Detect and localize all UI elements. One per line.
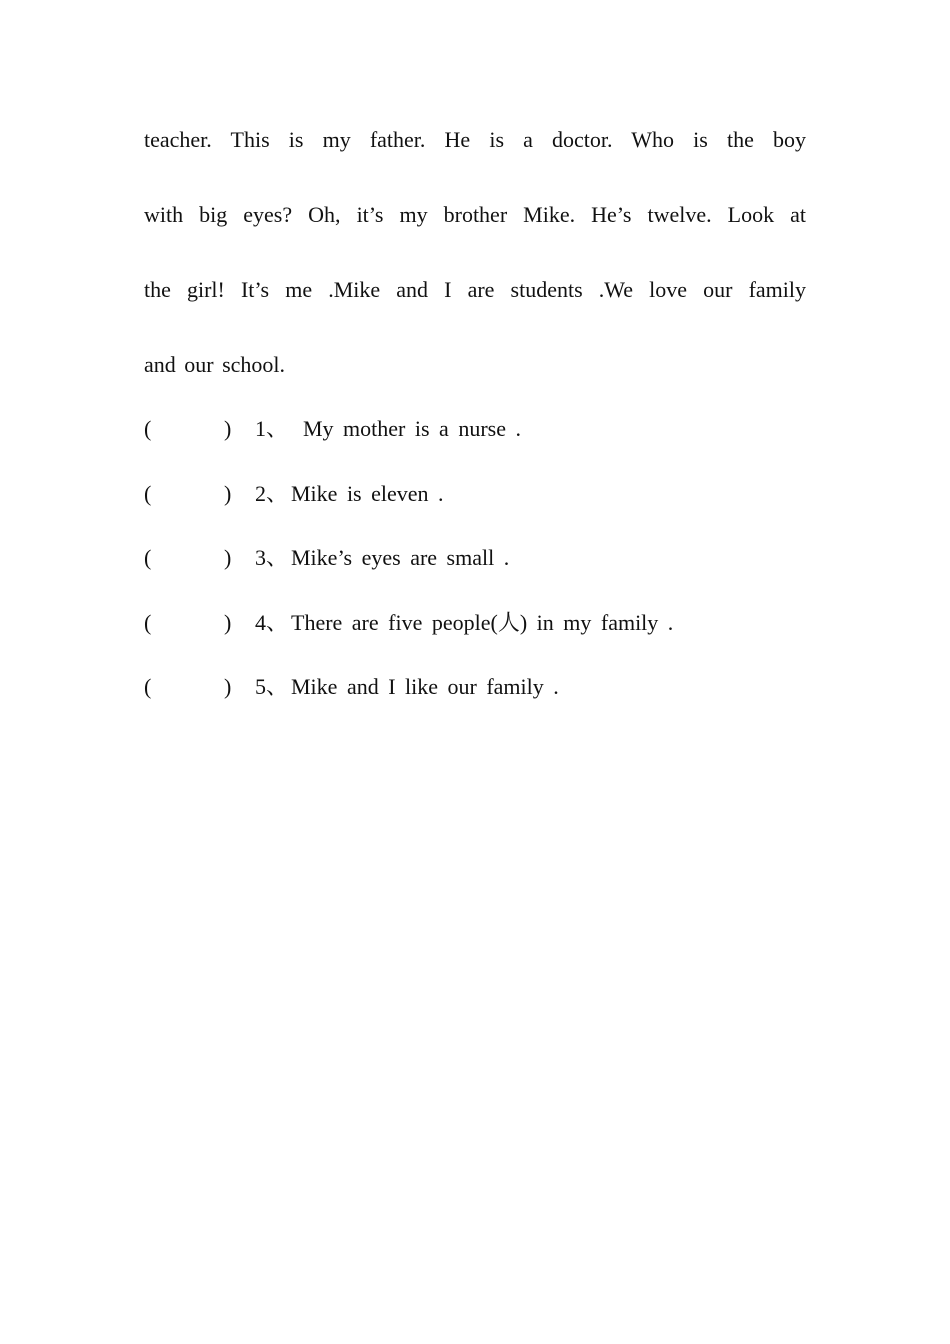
answer-bracket-open: ( [144,416,152,441]
passage-line: teacher. This is my father. He is a doctor. Who is the boy [144,127,806,152]
question-text: Mike and I like our family . [291,674,559,699]
answer-bracket-close: ) [224,416,232,441]
question-item [144,667,806,732]
passage-line: with big eyes? Oh, it’s my brother Mike. He’s twelve. Look at [144,202,806,227]
question-item [144,538,806,603]
reading-passage [144,118,806,418]
answer-bracket-close: ) [224,545,232,570]
question-number: 2、 [255,480,289,506]
question-number: 1、 [255,416,289,441]
question-item [144,474,806,539]
answer-bracket-close: ) [224,674,232,699]
question-number: 5、 [255,674,289,699]
question-item [144,409,806,474]
question-number: 3、 [255,545,289,570]
passage-line: and our school. [144,352,286,377]
question-text: There are five people(人) in my family . [291,609,674,635]
question-item [144,603,806,668]
question-text: My mother is a nurse . [303,416,521,441]
answer-bracket-open: ( [144,609,152,635]
answer-bracket-open: ( [144,674,152,699]
answer-bracket-close: ) [224,480,232,506]
answer-bracket-close: ) [224,609,232,635]
question-text: Mike is eleven . [291,480,444,506]
question-number: 4、 [255,609,289,635]
answer-bracket-open: ( [144,545,152,570]
answer-bracket-open: ( [144,480,152,506]
passage-line: the girl! It’s me .Mike and I are students .We love our family [144,277,806,302]
true-false-questions [144,409,806,732]
question-text: Mike’s eyes are small . [291,545,510,570]
